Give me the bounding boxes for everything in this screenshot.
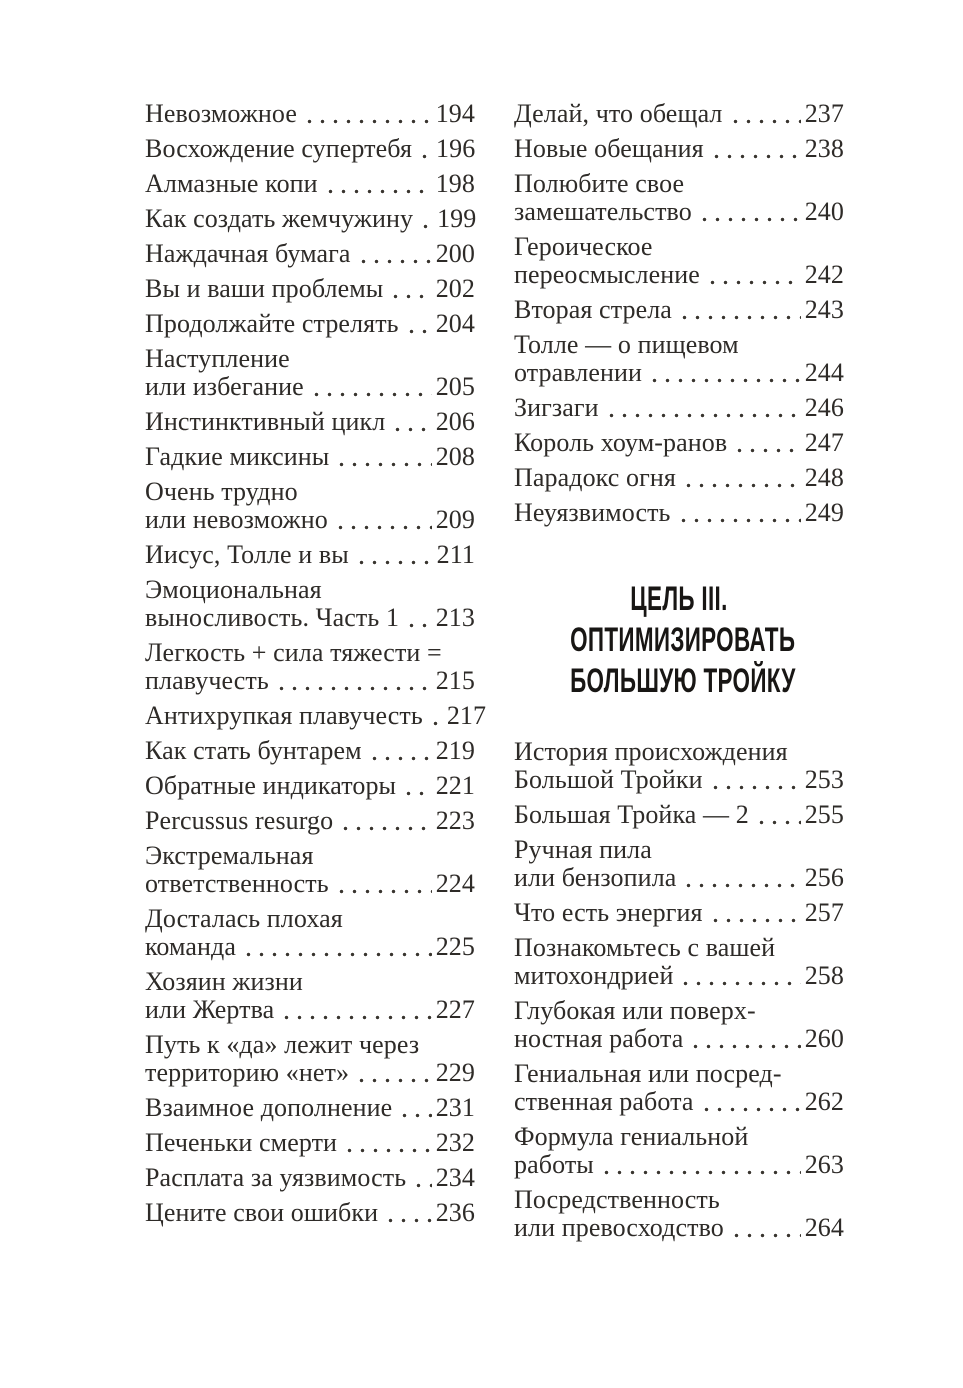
- toc-entry-row: [145, 667, 475, 695]
- page-number: 240: [804, 197, 844, 226]
- page-number: 249: [804, 498, 844, 527]
- dot-leader: [405, 604, 432, 632]
- toc-entry-title: Цените свои ошибки: [145, 1198, 379, 1227]
- toc-entry-row: [514, 464, 844, 492]
- dot-leader: [600, 1151, 801, 1179]
- toc-entry-title-line: Экстремальная: [145, 841, 314, 870]
- page-number: 219: [435, 736, 475, 765]
- toc-entry-title: Делай, что обещал: [514, 99, 723, 128]
- page-number: 260: [804, 1024, 844, 1053]
- page-number: 255: [804, 800, 844, 829]
- toc-entry-title: Алмазные копи: [145, 169, 318, 198]
- toc-entry-row: [145, 807, 475, 835]
- toc-entry: [514, 429, 844, 457]
- toc-entry: [145, 905, 475, 961]
- toc-column-left: [145, 99, 487, 1234]
- toc-entry-row: [514, 766, 844, 794]
- toc-right-after-heading: [514, 738, 844, 1242]
- toc-entry: [514, 738, 844, 794]
- toc-entry: [145, 639, 475, 695]
- toc-entry-row: [145, 443, 475, 471]
- toc-entry-row: [514, 359, 844, 387]
- dot-leader: [391, 408, 431, 436]
- page-number: 232: [435, 1128, 475, 1157]
- toc-entry: [145, 1164, 475, 1192]
- toc-entry-title: Как создать жемчужину: [145, 204, 414, 233]
- dot-leader: [682, 464, 801, 492]
- toc-entry: [145, 701, 487, 730]
- toc-entry-title-line: Легкость + сила тяжести =: [145, 638, 442, 667]
- dot-leader: [389, 275, 431, 303]
- toc-entry: [145, 135, 475, 163]
- toc-entry-title: территорию «нет»: [145, 1058, 350, 1087]
- page-number: 231: [435, 1093, 475, 1122]
- toc-entry-row: [145, 408, 475, 436]
- toc-entry-row: [514, 801, 844, 829]
- page-number: 221: [435, 771, 475, 800]
- toc-entry-row: [514, 1151, 844, 1179]
- toc-entry: [145, 205, 475, 233]
- toc-entry: [145, 576, 475, 632]
- toc-entry-title: или Жертва: [145, 995, 275, 1024]
- page-number: 202: [435, 274, 475, 303]
- toc-entry: [145, 1199, 475, 1227]
- toc-entry-title-line: Формула гениальной: [514, 1122, 749, 1151]
- toc-entry-row: [145, 373, 475, 401]
- toc-entry-row: [145, 1059, 475, 1087]
- toc-entry-title: Расплата за уязвимость: [145, 1163, 407, 1192]
- toc-entry-title: Печеньки смерти: [145, 1128, 338, 1157]
- toc-entry-title: команда: [145, 932, 237, 961]
- toc-entry-row: [145, 541, 475, 569]
- toc-entry-title: выносливость. Часть 1: [145, 603, 400, 632]
- toc-entry-row: [514, 1214, 844, 1242]
- toc-entry-row: [145, 135, 475, 163]
- toc-entry: [514, 170, 844, 226]
- dot-leader: [677, 499, 801, 527]
- toc-entry-row: [514, 1088, 844, 1116]
- toc-entry-row: [514, 962, 844, 990]
- toc-entry: [514, 1186, 844, 1242]
- toc-entry-title-line: Героическое: [514, 232, 653, 261]
- toc-entry-row: [514, 296, 844, 324]
- toc-entry-title-line: Ручная пила: [514, 835, 652, 864]
- dot-leader: [384, 1199, 432, 1227]
- toc-entry: [145, 240, 475, 268]
- toc-entry-title: или невозможно: [145, 505, 328, 534]
- dot-leader: [648, 359, 801, 387]
- dot-leader: [709, 899, 801, 927]
- section-heading-line: БОЛЬШУЮ ТРОЙКУ: [570, 662, 796, 700]
- toc-entry-row: [514, 394, 844, 422]
- toc-entry-title: Невозможное: [145, 99, 297, 128]
- toc-entry-row: [145, 1094, 475, 1122]
- page-number: 234: [435, 1163, 475, 1192]
- toc-entry-row: [145, 1199, 475, 1227]
- toc-entry-row: [145, 996, 475, 1024]
- toc-entry: [145, 478, 475, 534]
- toc-entry-title: отравлении: [514, 358, 643, 387]
- page-number: 258: [804, 961, 844, 990]
- toc-entry-title: Продолжайте стрелять: [145, 309, 399, 338]
- toc-entry-title: Иисус, Толле и вы: [145, 540, 349, 569]
- dot-leader: [418, 135, 432, 163]
- dot-leader: [429, 702, 443, 730]
- toc-entry-title-line: Наступление: [145, 344, 290, 373]
- dot-leader: [698, 198, 801, 226]
- section-heading-goal-3: [514, 579, 844, 702]
- dot-leader: [339, 807, 431, 835]
- dot-leader: [355, 541, 433, 569]
- toc-entry-title-line: Путь к «да» лежит через: [145, 1030, 420, 1059]
- dot-leader: [709, 766, 801, 794]
- dot-leader: [700, 1088, 801, 1116]
- page-number: 200: [435, 239, 475, 268]
- toc-entry-title: Вы и ваши проблемы: [145, 274, 384, 303]
- page-number: 215: [435, 666, 475, 695]
- toc-entry-row: [145, 1129, 475, 1157]
- toc-entry-title-line: Глубокая или поверх-: [514, 996, 756, 1025]
- page-number: 217: [446, 701, 487, 730]
- toc-entry: [145, 807, 475, 835]
- toc-entry: [145, 541, 475, 569]
- toc-entry-title: плавучесть: [145, 666, 269, 695]
- page-number: 199: [437, 204, 477, 233]
- toc-entry-title: переосмысление: [514, 260, 700, 289]
- toc-entry: [514, 499, 844, 527]
- toc-entry-row: [514, 100, 844, 128]
- toc-entry-row: [145, 170, 475, 198]
- page-number: 194: [435, 99, 475, 128]
- page-number: 253: [804, 765, 844, 794]
- toc-entry-row: [145, 1164, 475, 1192]
- toc-entry-title: или превосходство: [514, 1213, 724, 1242]
- dot-leader: [412, 1164, 432, 1192]
- section-heading-line: ОПТИМИЗИРОВАТЬ: [570, 621, 796, 659]
- toc-entry: [145, 345, 475, 401]
- page-number: 206: [435, 407, 475, 436]
- page-number: 238: [804, 134, 844, 163]
- toc-entry-title-line: Эмоциональная: [145, 575, 322, 604]
- dot-leader: [335, 443, 431, 471]
- toc-entry-title: Инстинктивный цикл: [145, 407, 386, 436]
- toc-entry: [514, 394, 844, 422]
- page-number: 244: [804, 358, 844, 387]
- dot-leader: [755, 801, 801, 829]
- toc-entry: [145, 737, 475, 765]
- toc-entry-title: Гадкие миксины: [145, 442, 330, 471]
- page-number: 262: [804, 1087, 844, 1116]
- toc-entry-row: [514, 1025, 844, 1053]
- dot-leader: [706, 261, 801, 289]
- toc-entry-title: ственная работа: [514, 1087, 694, 1116]
- toc-entry: [145, 310, 475, 338]
- toc-entry-row: [145, 701, 487, 730]
- toc-entry: [145, 275, 475, 303]
- toc-entry-title: Король хоум-ранов: [514, 428, 728, 457]
- toc-entry-title: ответственность: [145, 869, 329, 898]
- dot-leader: [729, 100, 801, 128]
- dot-leader: [355, 1059, 432, 1087]
- page-number: 256: [804, 863, 844, 892]
- toc-entry-row: [514, 135, 844, 163]
- toc-entry: [145, 100, 475, 128]
- toc-entry: [514, 1060, 844, 1116]
- toc-entry-title: Наждачная бумага: [145, 239, 351, 268]
- toc-entry-title: замешательство: [514, 197, 692, 226]
- dot-leader: [679, 962, 800, 990]
- toc-entry-title: или бензопила: [514, 863, 677, 892]
- toc-entry: [514, 135, 844, 163]
- page-number: 237: [804, 99, 844, 128]
- toc-entry-title-line: Очень трудно: [145, 477, 298, 506]
- toc-entry-title: ностная работа: [514, 1024, 684, 1053]
- dot-leader: [689, 1025, 800, 1053]
- toc-entry-title: Парадокс огня: [514, 463, 676, 492]
- toc-entry: [145, 772, 475, 800]
- toc-entry-row: [145, 933, 475, 961]
- toc-entry-title-line: Полюбите свое: [514, 169, 685, 198]
- page-number: 229: [435, 1058, 475, 1087]
- toc-entry-title-line: Познакомьтесь с вашей: [514, 933, 776, 962]
- toc-entry-row: [145, 772, 475, 800]
- page-number: 204: [435, 309, 475, 338]
- dot-leader: [405, 310, 432, 338]
- page-number: 263: [804, 1150, 844, 1179]
- dot-leader: [280, 996, 431, 1024]
- toc-entry: [145, 1129, 475, 1157]
- toc-entry-title-line: Гениальная или посред-: [514, 1059, 782, 1088]
- dot-leader: [275, 667, 432, 695]
- toc-entry: [514, 296, 844, 324]
- page-number: 208: [435, 442, 475, 471]
- toc-entry: [145, 1031, 475, 1087]
- toc-entry-title-line: Толле — о пищевом: [514, 330, 739, 359]
- page-number: 196: [436, 134, 476, 163]
- dot-leader: [303, 100, 432, 128]
- toc-entry: [145, 968, 475, 1024]
- page-number: 246: [804, 393, 844, 422]
- page-number: 247: [804, 428, 844, 457]
- page-number: 211: [436, 540, 475, 569]
- toc-entry-title: Антихрупкая плавучесть: [145, 701, 423, 730]
- dot-leader: [310, 373, 432, 401]
- toc-entry-title: Зигзаги: [514, 393, 599, 422]
- toc-entry-title: работы: [514, 1150, 594, 1179]
- toc-entry: [514, 934, 844, 990]
- toc-entry: [145, 1094, 475, 1122]
- dot-leader: [324, 170, 432, 198]
- toc-entry: [514, 233, 844, 289]
- toc-entry-title: Неуязвимость: [514, 498, 671, 527]
- toc-entry: [145, 170, 475, 198]
- dot-leader: [605, 394, 801, 422]
- toc-entry-title-line: Досталась плохая: [145, 904, 343, 933]
- toc-entry: [514, 464, 844, 492]
- toc-entry-title: митохондрией: [514, 961, 674, 990]
- dot-leader: [710, 135, 801, 163]
- dot-leader: [730, 1214, 801, 1242]
- page-number: 264: [804, 1213, 844, 1242]
- toc-entry: [514, 836, 844, 892]
- toc-entry: [145, 443, 475, 471]
- toc-entry-title: Как стать бунтарем: [145, 736, 362, 765]
- page-number: 223: [435, 806, 475, 835]
- toc-entry-row: [514, 864, 844, 892]
- toc-entry-title: Что есть энергия: [514, 898, 703, 927]
- dot-leader: [334, 506, 432, 534]
- toc-entry-row: [145, 506, 475, 534]
- toc-entry-title: или избегание: [145, 372, 304, 401]
- toc-entry: [514, 801, 844, 829]
- page-number: 227: [435, 995, 475, 1024]
- toc-entry-title: Percussus resurgo: [145, 806, 334, 835]
- dot-leader: [402, 772, 432, 800]
- toc-entry-row: [145, 737, 475, 765]
- toc-entry: [145, 408, 475, 436]
- toc-entry-title: Взаимное дополнение: [145, 1093, 393, 1122]
- toc-entry-row: [514, 899, 844, 927]
- toc-entry-row: [145, 205, 475, 233]
- page-number: 243: [804, 295, 844, 324]
- toc-entry-row: [145, 100, 475, 128]
- page-number: 225: [435, 932, 475, 961]
- toc-entry-row: [514, 429, 844, 457]
- toc-entry: [145, 842, 475, 898]
- page-number: 236: [435, 1198, 475, 1227]
- toc-entry-title: Новые обещания: [514, 134, 704, 163]
- toc-right-before-heading: [514, 100, 844, 527]
- dot-leader: [398, 1094, 431, 1122]
- toc-entry-row: [145, 310, 475, 338]
- page-number: 242: [804, 260, 844, 289]
- dot-leader: [242, 933, 432, 961]
- page-number: 205: [435, 372, 475, 401]
- toc-entry: [514, 331, 844, 387]
- page-number: 198: [435, 169, 475, 198]
- toc-entry-row: [145, 870, 475, 898]
- dot-leader: [368, 737, 432, 765]
- toc-entry-title-line: Посредственность: [514, 1185, 720, 1214]
- dot-leader: [682, 864, 800, 892]
- page-number: 224: [435, 869, 475, 898]
- dot-leader: [357, 240, 432, 268]
- page-number: 209: [435, 505, 475, 534]
- toc-entry-row: [514, 499, 844, 527]
- dot-leader: [335, 870, 432, 898]
- toc-entry-title-line: История происхождения: [514, 737, 788, 766]
- toc-entry-row: [145, 604, 475, 632]
- dot-leader: [419, 205, 433, 233]
- section-heading-line: ЦЕЛЬ III.: [630, 580, 728, 618]
- page-number: 257: [804, 898, 844, 927]
- toc-entry-row: [145, 240, 475, 268]
- dot-leader: [733, 429, 800, 457]
- toc-entry-row: [145, 275, 475, 303]
- toc-column-right: [514, 100, 844, 1249]
- toc-entry-title: Большая Тройка — 2: [514, 800, 749, 829]
- toc-entry: [514, 1123, 844, 1179]
- dot-leader: [343, 1129, 432, 1157]
- toc-entry-title: Восхождение супертебя: [145, 134, 413, 163]
- toc-entry-title: Обратные индикаторы: [145, 771, 397, 800]
- dot-leader: [678, 296, 801, 324]
- page-number: 213: [435, 603, 475, 632]
- toc-entry-title: Большой Тройки: [514, 765, 703, 794]
- toc-entry: [514, 997, 844, 1053]
- toc-entry-title-line: Хозяин жизни: [145, 967, 303, 996]
- toc-entry-row: [514, 261, 844, 289]
- toc-entry-title: Вторая стрела: [514, 295, 672, 324]
- toc-entry-row: [514, 198, 844, 226]
- toc-entry: [514, 100, 844, 128]
- toc-entry: [514, 899, 844, 927]
- page-number: 248: [804, 463, 844, 492]
